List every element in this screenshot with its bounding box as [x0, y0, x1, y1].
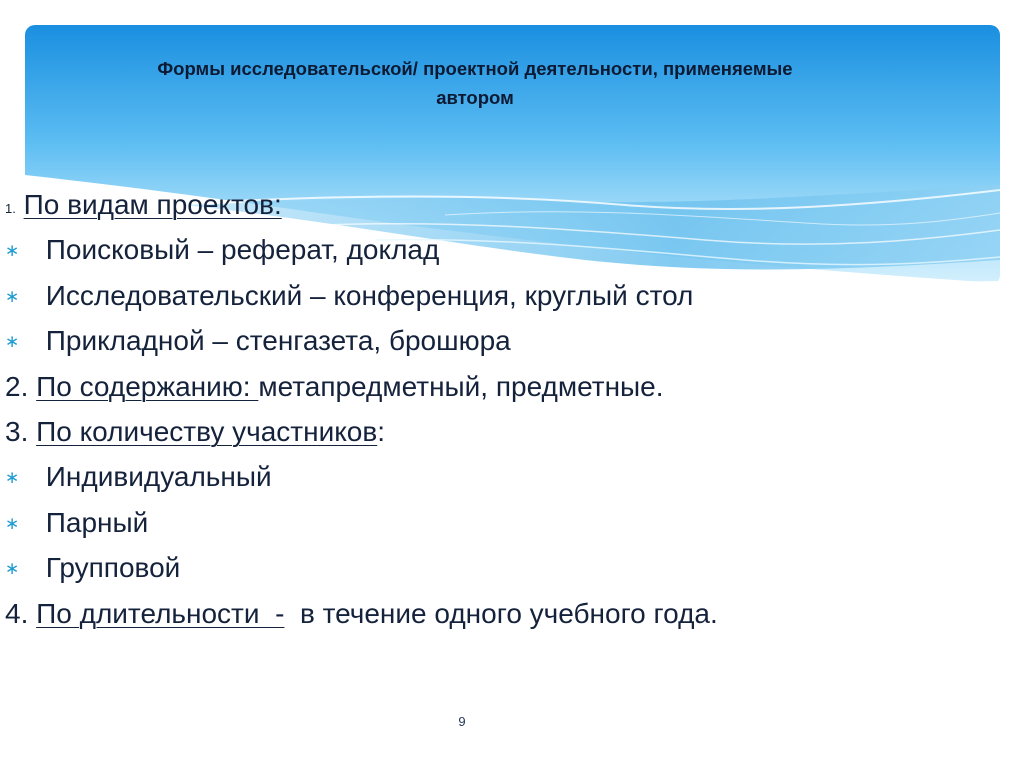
bullet-text: Групповой: [45, 552, 181, 584]
list-item-bullet: [5, 318, 1005, 363]
title-line-1: Формы исследовательской/ проектной деятельности, применяемые: [157, 58, 793, 79]
item-number: 2.: [5, 370, 29, 402]
page-number: 9: [458, 714, 466, 729]
heading-rest: в течение одного учебного года.: [284, 597, 718, 629]
list-item-bullet: [5, 500, 1005, 545]
content-list: [5, 182, 1005, 636]
list-item-heading-2: [5, 364, 1005, 409]
item-number: 4.: [5, 597, 29, 629]
list-item-bullet: [5, 273, 1005, 318]
bullet-text: Прикладной – стенгазета, брошюра: [45, 325, 511, 357]
heading-underlined: По содержанию:: [36, 370, 259, 402]
heading-rest: метапредметный, предметные.: [258, 370, 664, 402]
bullet-star-icon: ∗: [5, 559, 20, 579]
bullet-text: Поисковый – реферат, доклад: [45, 234, 440, 266]
bullet-star-icon: ∗: [5, 513, 20, 533]
bullet-star-icon: ∗: [5, 286, 20, 306]
list-item-bullet: [5, 227, 1005, 272]
bullet-text: Исследовательский – конференция, круглый стол: [45, 279, 694, 311]
list-item-bullet: [5, 545, 1005, 590]
bullet-star-icon: ∗: [5, 332, 20, 352]
heading-underlined: По видам проектов:: [23, 189, 282, 220]
list-item-heading-1: [5, 182, 1005, 227]
bullet-text: Индивидуальный: [45, 461, 272, 493]
slide-title: [60, 54, 890, 112]
bullet-star-icon: ∗: [5, 468, 20, 488]
heading-underlined: По длительности -: [36, 597, 285, 629]
bullet-text: Парный: [45, 506, 149, 538]
heading-underlined: По количеству участников: [36, 415, 378, 447]
list-item-heading-3: [5, 409, 1005, 454]
title-line-2: автором: [436, 87, 514, 108]
item-number: 3.: [5, 415, 29, 447]
list-item-bullet: [5, 454, 1005, 499]
item-number: 1.: [5, 201, 16, 216]
heading-rest: :: [377, 415, 386, 447]
list-item-heading-4: [5, 591, 1005, 636]
bullet-star-icon: ∗: [5, 241, 20, 261]
